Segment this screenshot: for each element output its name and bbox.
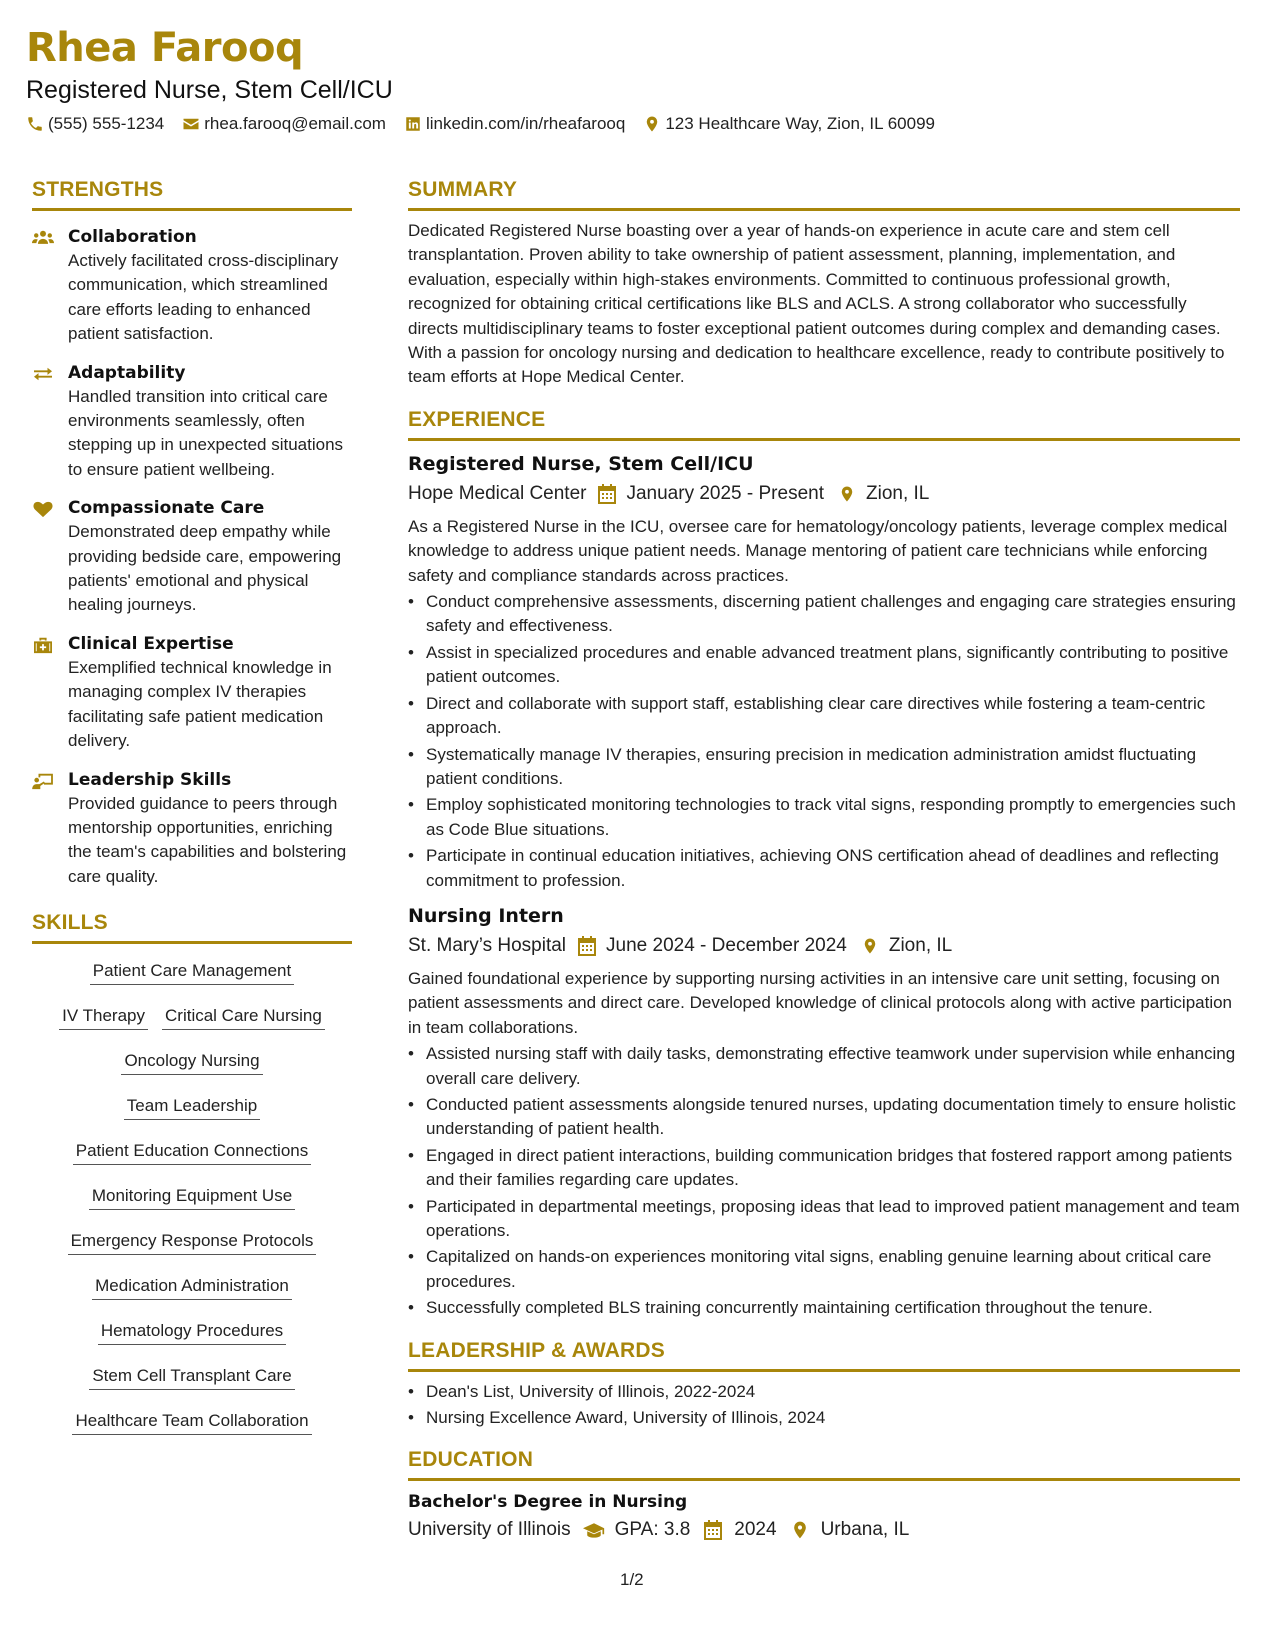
bullet-item: • Direct and collaborate with support staff, establishing clear care directives while fostering a team-centric approach. <box>426 692 1240 741</box>
candidate-title: Registered Nurse, Stem Cell/ICU <box>26 76 393 104</box>
page-number: 1/2 <box>620 1570 644 1589</box>
job-description: As a Registered Nurse in the ICU, oversee care for hematology/oncology patients, leverage complex medical knowledge to address unique patient needs. Manage mentoring of patient care technicians while enforcing safety and compliance standards across practices. <box>408 516 1228 585</box>
company-name: St. Mary’s Hospital <box>408 934 567 956</box>
bullet-item: • Participated in departmental meetings, proposing ideas that lead to improved patient management and team operations. <box>426 1195 1240 1244</box>
education-gpa <box>583 1515 691 1545</box>
strength-name: Leadership Skills <box>68 769 232 790</box>
strength-desc: Provided guidance to peers through mentorship opportunities, enriching the team's capabilities and bolstering care quality. <box>68 793 347 886</box>
skill-tag: Critical Care Nursing <box>162 1005 325 1030</box>
strength-name: Collaboration <box>68 227 197 247</box>
job-entry <box>408 451 1240 893</box>
bullet-item: • Successfully completed BLS training concurrently maintaining certification throughout the tenure. <box>426 1296 1240 1320</box>
resume-header <box>26 22 1246 134</box>
medical-kit-icon <box>32 636 54 654</box>
award-item: • Dean's List, University of Illinois, 2022-2024 <box>426 1380 1240 1404</box>
bullet-item: • Conduct comprehensive assessments, discerning patient challenges and engaging care strategies ensuring safety and effectiveness. <box>426 590 1240 639</box>
bullet-item: • Conducted patient assessments alongside tenured nurses, updating documentation timely to ensure holistic understanding of patient health. <box>426 1093 1240 1142</box>
degree-title: Bachelor's Degree in Nursing <box>408 1492 688 1513</box>
bullet-item: • Capitalized on hands-on experiences monitoring vital signs, enabling genuine learning about critical care procedures. <box>426 1245 1240 1294</box>
job-location <box>861 931 952 961</box>
contact-email[interactable] <box>182 114 386 134</box>
job-meta <box>408 931 1240 961</box>
contact-bar <box>26 114 1246 134</box>
location-text: Zion, IL <box>888 934 953 956</box>
graduation-cap-icon <box>583 1520 605 1540</box>
right-column <box>408 176 1240 1545</box>
education-heading: EDUCATION <box>408 1446 1240 1481</box>
job-meta <box>408 479 1240 509</box>
bullet-item: • Systematically manage IV therapies, ensuring precision in medication administration amidst fluctuating patient conditions. <box>426 743 1240 792</box>
school-text: University of Illinois <box>408 1519 571 1541</box>
job-bullets <box>408 1042 1240 1320</box>
award-item: • Nursing Excellence Award, University of Illinois, 2024 <box>426 1406 1240 1430</box>
job-title: Registered Nurse, Stem Cell/ICU <box>408 452 754 475</box>
arrows-swap-icon <box>32 365 54 383</box>
year-text: 2024 <box>734 1519 777 1541</box>
skill-tag: Emergency Response Protocols <box>68 1230 317 1255</box>
strength-desc: Actively facilitated cross-disciplinary communication, which streamlined care efforts leading to enhanced patient satisfaction. <box>68 251 339 344</box>
skill-tag: Patient Care Management <box>90 960 294 985</box>
job-dates <box>598 479 824 509</box>
job-entry <box>408 903 1240 1321</box>
linkedin-link[interactable]: linkedin.com/in/rheafarooq <box>425 114 626 133</box>
map-pin-icon <box>789 1520 811 1540</box>
strength-name: Compassionate Care <box>68 498 265 519</box>
calendar-icon <box>702 1520 724 1540</box>
skill-tag: Monitoring Equipment Use <box>89 1185 295 1210</box>
map-pin-icon <box>643 115 661 133</box>
calendar-icon <box>598 484 616 504</box>
envelope-icon <box>182 115 200 133</box>
experience-heading: EXPERIENCE <box>408 406 1240 441</box>
dates-text: June 2024 - December 2024 <box>606 934 847 956</box>
gpa-text: GPA: 3.8 <box>614 1519 691 1541</box>
calendar-icon <box>578 936 596 956</box>
users-icon <box>32 229 54 247</box>
strength-item <box>32 225 352 347</box>
strength-desc: Handled transition into critical care environments seamlessly, often stepping up in unexpected situations to ensure patient wellbeing. <box>68 386 344 479</box>
job-company <box>408 479 586 509</box>
skill-tag: Hematology Procedures <box>98 1320 286 1345</box>
summary-heading: SUMMARY <box>408 176 1240 211</box>
location-text: Urbana, IL <box>820 1519 910 1541</box>
bullet-item: • Assisted nursing staff with daily tasks, demonstrating effective teamwork under supervision while enhancing overall care delivery. <box>426 1042 1240 1091</box>
education-location <box>789 1515 910 1545</box>
strength-item <box>32 496 352 618</box>
presenter-icon <box>32 772 54 790</box>
job-location <box>838 479 929 509</box>
address-text: 123 Healthcare Way, Zion, IL 60099 <box>665 114 935 133</box>
bullet-item: • Employ sophisticated monitoring technologies to track vital signs, responding promptly to emergencies such as Code Blue situations. <box>426 793 1240 842</box>
bullet-item: • Participate in continual education initiatives, achieving ONS certification ahead of deadlines and reflecting commitment to profession. <box>426 844 1240 893</box>
contact-linkedin[interactable] <box>404 114 625 134</box>
skill-tag: Oncology Nursing <box>121 1050 262 1075</box>
left-column <box>32 176 352 1455</box>
skill-tag: Medication Administration <box>92 1275 292 1300</box>
contact-address <box>643 114 935 134</box>
job-title: Nursing Intern <box>408 904 564 927</box>
heart-icon <box>32 500 54 518</box>
location-text: Zion, IL <box>866 482 930 504</box>
school-name <box>408 1515 571 1545</box>
bullet-item: • Engaged in direct patient interactions, building communication bridges that fostered rapport among patients and their families regarding care updates. <box>426 1144 1240 1193</box>
education-year <box>702 1515 776 1545</box>
job-company <box>408 931 566 961</box>
contact-phone <box>26 114 164 134</box>
awards-heading: LEADERSHIP & AWARDS <box>408 1337 1240 1372</box>
awards-list <box>408 1380 1240 1431</box>
strength-desc: Demonstrated deep empathy while providing bedside care, empowering patients' emotional and physical healing journeys. <box>68 522 342 615</box>
strength-item <box>32 768 352 890</box>
phone-text: (555) 555-1234 <box>48 114 165 133</box>
email-link[interactable]: rhea.farooq@email.com <box>204 114 386 133</box>
dates-text: January 2025 - Present <box>626 482 824 504</box>
skills-heading: SKILLS <box>32 909 352 944</box>
strength-name: Adaptability <box>68 362 186 383</box>
map-pin-icon <box>838 484 856 504</box>
skill-tag: IV Therapy <box>59 1005 148 1030</box>
summary-text: Dedicated Registered Nurse boasting over a year of hands-on experience in acute care and stem cell transplantation. Proven ability to take ownership of patient assessment, planning, implementation, and evaluation, especially within high-stakes environments. Committed to continuous professional growth, recognized for obtaining critical certifications like BLS and ACLS. A strong collaborator who successfully directs multidisciplinary teams to foster exceptional patient outcomes during complex and demanding cases. With a passion for oncology nursing and dedication to healthcare excellence, ready to contribute positively to team efforts at Hope Medical Center. <box>408 221 1225 387</box>
job-description: Gained foundational experience by supporting nursing activities in an intensive care unit setting, focusing on patient assessments and direct care. Developed knowledge of clinical protocols along with active participation in team collaborations. <box>408 968 1233 1037</box>
strength-name: Clinical Expertise <box>68 633 234 654</box>
strength-item <box>32 632 352 754</box>
skill-tag: Team Leadership <box>124 1095 260 1120</box>
skills-list <box>32 960 352 1435</box>
job-bullets <box>408 590 1240 893</box>
linkedin-icon <box>404 115 422 133</box>
strengths-heading: STRENGTHS <box>32 176 352 211</box>
skill-tag: Patient Education Connections <box>73 1140 312 1165</box>
map-pin-icon <box>861 936 879 956</box>
phone-icon <box>26 115 44 133</box>
company-name: Hope Medical Center <box>408 482 587 504</box>
skill-tag: Stem Cell Transplant Care <box>89 1365 294 1390</box>
strength-item <box>32 361 352 483</box>
job-dates <box>578 931 847 961</box>
strength-desc: Exemplified technical knowledge in managing complex IV therapies facilitating safe patient medication delivery. <box>68 657 332 751</box>
bullet-item: • Assist in specialized procedures and enable advanced treatment plans, significantly contributing to positive patient outcomes. <box>426 641 1240 690</box>
skill-tag: Healthcare Team Collaboration <box>72 1410 311 1435</box>
education-meta <box>408 1515 1240 1545</box>
candidate-name: Rhea Farooq <box>26 25 304 71</box>
